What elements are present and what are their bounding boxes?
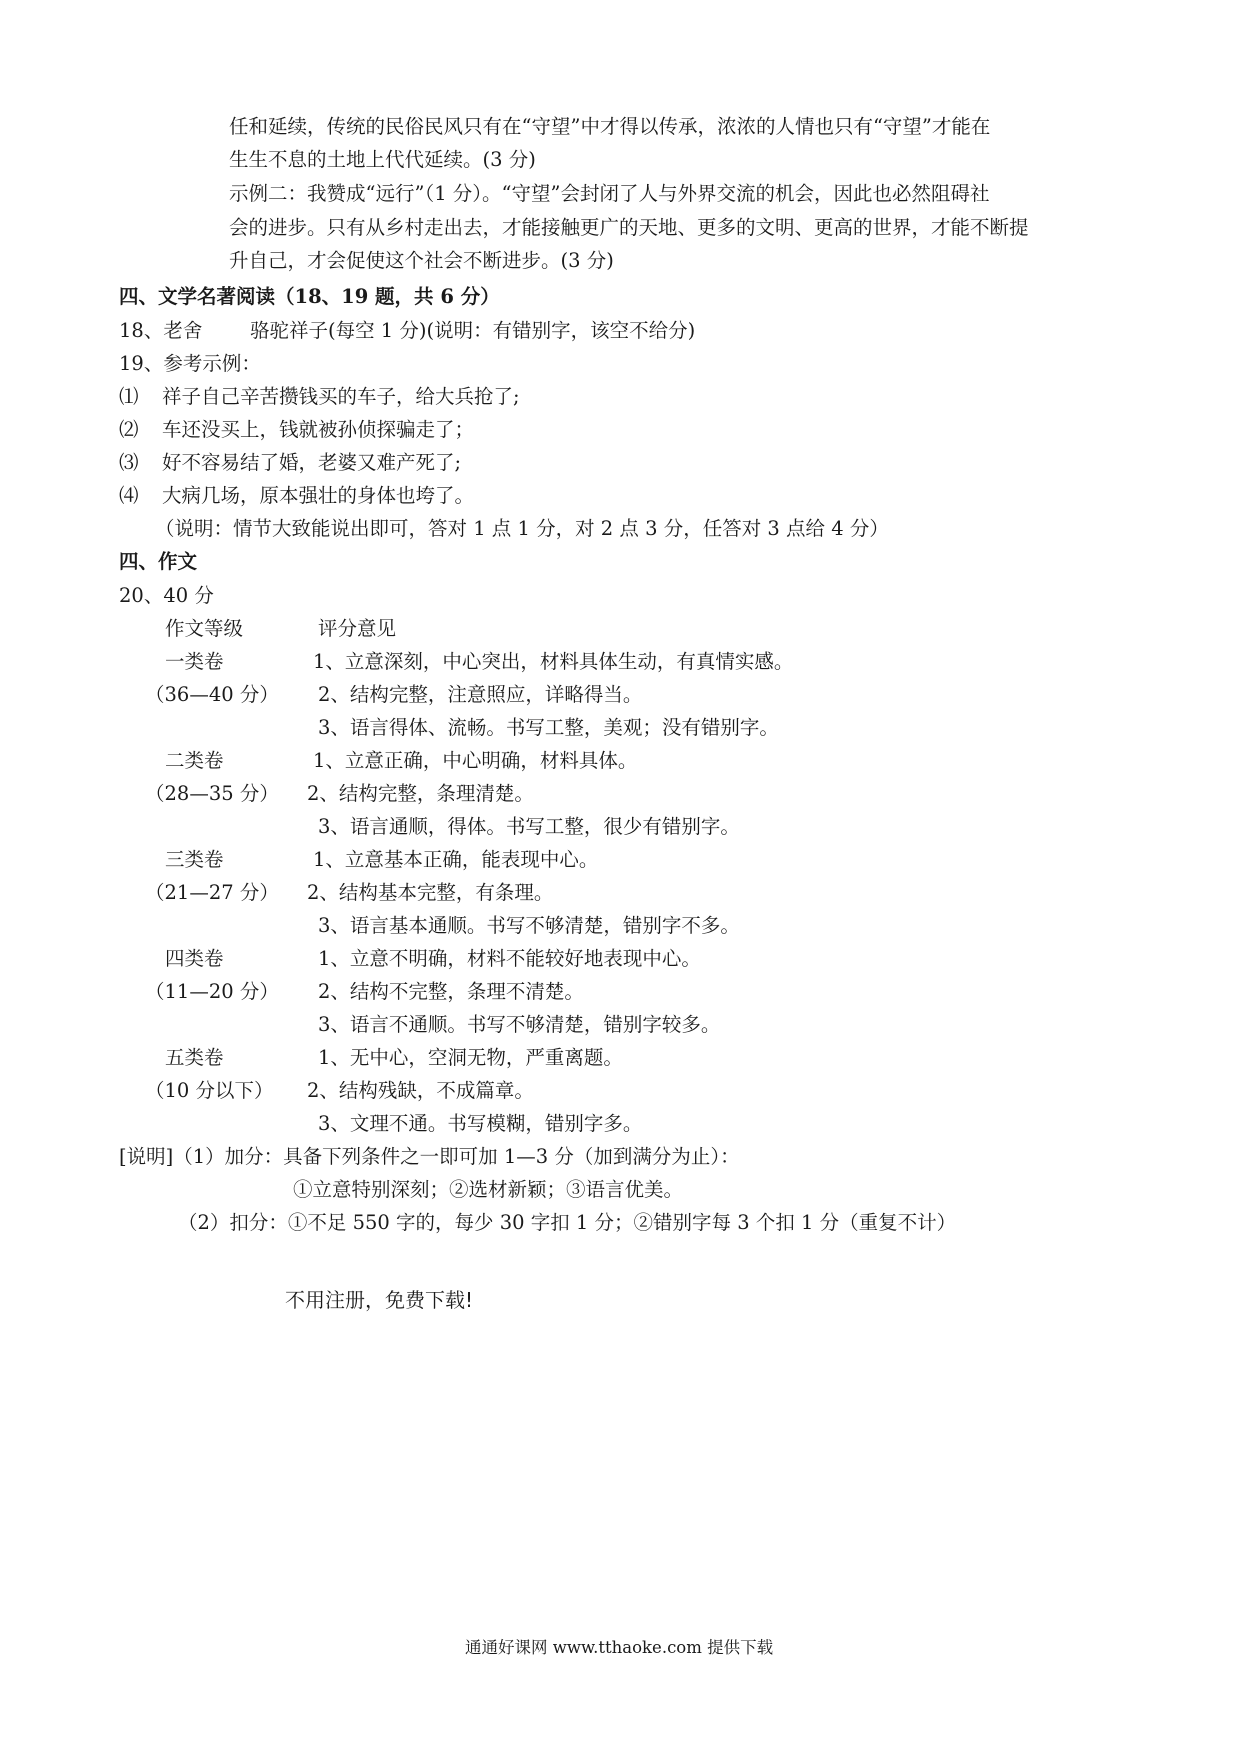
intro-line-4: 会的进步。只有从乡村走出去，才能接触更广的天地、更多的文明、更高的世界，才能不断提 <box>229 216 1029 239</box>
grade-criterion: 3、语言得体、流畅。书写工整，美观；没有错别字。 <box>318 716 779 739</box>
grade-criterion: 1、立意不明确，材料不能较好地表现中心。 <box>318 947 701 970</box>
grade-criterion: 3、语言通顺，得体。书写工整，很少有错别字。 <box>318 815 740 838</box>
q19-item-3: 好不容易结了婚，老婆又难产死了; <box>162 451 462 474</box>
grade-criterion: 3、语言不通顺。书写不够清楚，错别字较多。 <box>318 1013 721 1036</box>
q19-item-2: 车还没买上，钱就被孙侦探骗走了； <box>162 418 475 441</box>
grade-criterion: 2、结构完整，注意照应，详略得当。 <box>318 683 643 706</box>
q19-item-2-number: ⑵ <box>119 418 139 441</box>
grade-level: 三类卷 <box>165 848 224 871</box>
grade-level: 五类卷 <box>165 1046 224 1069</box>
grade-criterion: 2、结构残缺，不成篇章。 <box>307 1079 534 1102</box>
download-note: 不用注册，免费下载! <box>285 1288 474 1312</box>
grade-criterion: 1、立意基本正确，能表现中心。 <box>313 848 599 871</box>
bonus-conditions: ①立意特别深刻；②选材新颖；③语言优美。 <box>293 1178 684 1201</box>
section-heading-essay: 四、作文 <box>119 550 198 573</box>
grade-score-range: （11—20 分） <box>145 980 279 1003</box>
grade-criterion: 2、结构基本完整，有条理。 <box>307 881 554 904</box>
grade-score-range: （10 分以下） <box>145 1079 274 1102</box>
q19-item-1: 祥子自己辛苦攒钱买的车子，给大兵抢了; <box>162 385 520 408</box>
grade-criterion: 1、无中心，空洞无物，严重离题。 <box>318 1046 623 1069</box>
col-header-opinion: 评分意见 <box>318 617 397 640</box>
intro-line-3: 示例二：我赞成“远行”（1 分）。“守望”会封闭了人与外界交流的机会，因此也必然阻碍社 <box>229 182 990 205</box>
q20-title: 20、40 分 <box>119 584 214 607</box>
grade-criterion: 2、结构完整，条理清楚。 <box>307 782 534 805</box>
q19-item-4-number: ⑷ <box>119 484 139 507</box>
grade-criterion: 3、文理不通。书写模糊，错别字多。 <box>318 1112 643 1135</box>
grade-level: 二类卷 <box>165 749 224 772</box>
grade-criterion: 2、结构不完整，条理不清楚。 <box>318 980 584 1003</box>
q19-item-4: 大病几场，原本强壮的身体也垮了。 <box>162 484 475 507</box>
intro-line-1: 任和延续，传统的民俗民风只有在“守望”中才得以传承，浓浓的人情也只有“守望”才能在 <box>229 115 991 138</box>
q19-item-1-number: ⑴ <box>119 385 139 408</box>
section-heading-literature: 四、文学名著阅读（18、19 题，共 6 分） <box>119 285 500 308</box>
grade-criterion: 1、立意深刻，中心突出，材料具体生动，有真情实感。 <box>313 650 794 673</box>
q19-item-3-number: ⑶ <box>119 451 139 474</box>
page-footer: 通通好课网 www.tthaoke.com 提供下载 <box>465 1638 774 1657</box>
q19-note: （说明：情节大致能说出即可，答对 1 点 1 分，对 2 点 3 分，任答对 3 点给 4 分） <box>155 517 889 540</box>
q18-answer: 骆驼祥子(每空 1 分)(说明：有错别字，该空不给分) <box>250 319 696 342</box>
grade-criterion: 1、立意正确，中心明确，材料具体。 <box>313 749 638 772</box>
col-header-level: 作文等级 <box>165 617 244 640</box>
grade-score-range: （28—35 分） <box>145 782 279 805</box>
grade-score-range: （36—40 分） <box>145 683 279 706</box>
grade-level: 四类卷 <box>165 947 224 970</box>
q18-number: 18、老舍 <box>119 319 203 342</box>
grade-level: 一类卷 <box>165 650 224 673</box>
q19-title: 19、参考示例： <box>119 352 261 375</box>
grade-score-range: （21—27 分） <box>145 881 279 904</box>
intro-line-5: 升自己，才会促使这个社会不断进步。(3 分) <box>229 249 614 272</box>
deduction-note: （2）扣分：①不足 550 字的，每少 30 字扣 1 分；②错别字每 3 个扣 1 分（重复不计） <box>178 1211 957 1234</box>
grade-criterion: 3、语言基本通顺。书写不够清楚，错别字不多。 <box>318 914 740 937</box>
intro-line-2: 生生不息的土地上代代延续。(3 分) <box>229 148 536 171</box>
bonus-note: [说明]（1）加分：具备下列条件之一即可加 1—3 分（加到满分为止）： <box>119 1145 740 1168</box>
